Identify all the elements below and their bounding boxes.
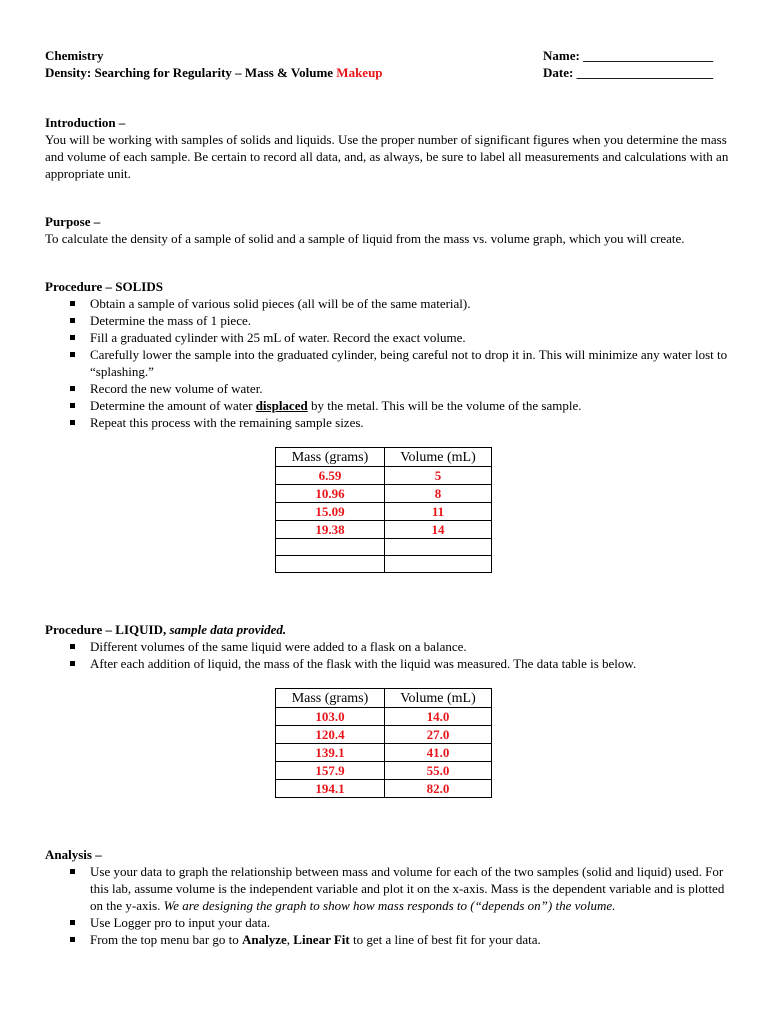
purpose-title: Purpose – bbox=[45, 214, 101, 229]
volume-cell: 8 bbox=[385, 485, 492, 503]
volume-cell bbox=[385, 556, 492, 573]
table-row bbox=[276, 539, 492, 556]
mass-cell: 10.96 bbox=[276, 485, 385, 503]
list-item: Record the new volume of water. bbox=[90, 380, 730, 397]
table-row bbox=[276, 708, 492, 726]
table-header-row bbox=[276, 448, 492, 467]
list-item: Carefully lower the sample into the graduated cylinder, being careful not to drop it in. This will minimize any water lost to “splashing.” bbox=[90, 346, 730, 380]
document-title bbox=[45, 64, 383, 81]
solids-title: Procedure – SOLIDS bbox=[45, 279, 163, 294]
liquid-section bbox=[45, 621, 730, 798]
liquid-data-table bbox=[275, 688, 492, 798]
liquid-title-italic: sample data provided. bbox=[169, 622, 287, 637]
title-makeup: Makeup bbox=[336, 65, 383, 80]
table-row bbox=[276, 556, 492, 573]
analysis-steps bbox=[45, 863, 730, 948]
mass-cell: 157.9 bbox=[276, 762, 385, 780]
displaced-emphasis: displaced bbox=[255, 398, 308, 413]
course-name: Chemistry bbox=[45, 48, 104, 63]
liquid-title bbox=[45, 621, 730, 638]
table-row bbox=[276, 503, 492, 521]
analysis-section bbox=[45, 846, 730, 948]
mass-cell: 139.1 bbox=[276, 744, 385, 762]
step-text: , bbox=[286, 932, 294, 947]
volume-cell bbox=[385, 539, 492, 556]
solids-section bbox=[45, 278, 730, 573]
step-text: From the top menu bar go to bbox=[90, 932, 243, 947]
header-right bbox=[543, 47, 713, 81]
table-row bbox=[276, 521, 492, 539]
table-row bbox=[276, 485, 492, 503]
mass-cell: 120.4 bbox=[276, 726, 385, 744]
volume-header: Volume (mL) bbox=[385, 448, 492, 467]
introduction-text: You will be working with samples of solids and liquids. Use the proper number of significant figures when you determine the mass and volume of each sample. Be certain to record all data, and, as always, be sure to label all measurements and calculations with an appropriate unit. bbox=[45, 132, 729, 181]
volume-cell: 11 bbox=[385, 503, 492, 521]
analysis-title: Analysis – bbox=[45, 847, 102, 862]
mass-cell bbox=[276, 539, 385, 556]
volume-cell: 41.0 bbox=[385, 744, 492, 762]
name-field: Name: ____________________ bbox=[543, 48, 714, 63]
step-text: by the metal. This will be the volume of the sample. bbox=[307, 398, 582, 413]
mass-cell bbox=[276, 556, 385, 573]
volume-cell: 55.0 bbox=[385, 762, 492, 780]
volume-cell: 27.0 bbox=[385, 726, 492, 744]
list-item: Determine the mass of 1 piece. bbox=[90, 312, 730, 329]
solids-data-table bbox=[275, 447, 492, 573]
step-text: Determine the amount of water bbox=[90, 398, 256, 413]
list-item: Obtain a sample of various solid pieces (all will be of the same material). bbox=[90, 295, 730, 312]
volume-cell: 5 bbox=[385, 467, 492, 485]
mass-cell: 194.1 bbox=[276, 780, 385, 798]
title-main: Density: Searching for Regularity – Mass & Volume bbox=[45, 65, 337, 80]
volume-cell: 82.0 bbox=[385, 780, 492, 798]
step-italic: We are designing the graph to show how mass responds to (“depends on”) the volume. bbox=[163, 898, 616, 913]
purpose-section bbox=[45, 213, 730, 247]
list-item: After each addition of liquid, the mass of the flask with the liquid was measured. The data table is below. bbox=[90, 655, 730, 672]
date-field: Date: _____________________ bbox=[543, 65, 714, 80]
table-header-row bbox=[276, 689, 492, 708]
header bbox=[45, 47, 730, 81]
table-row bbox=[276, 744, 492, 762]
table-row bbox=[276, 762, 492, 780]
mass-cell: 19.38 bbox=[276, 521, 385, 539]
list-item bbox=[90, 931, 730, 948]
list-item bbox=[90, 863, 730, 914]
list-item bbox=[90, 397, 730, 414]
solids-steps bbox=[45, 295, 730, 431]
volume-header: Volume (mL) bbox=[385, 689, 492, 708]
mass-cell: 15.09 bbox=[276, 503, 385, 521]
list-item: Repeat this process with the remaining sample sizes. bbox=[90, 414, 730, 431]
table-row bbox=[276, 780, 492, 798]
step-text: to get a line of best fit for your data. bbox=[349, 932, 541, 947]
mass-header: Mass (grams) bbox=[276, 689, 385, 708]
liquid-title-main: Procedure – LIQUID, bbox=[45, 622, 170, 637]
analyze-emphasis: Analyze bbox=[242, 932, 287, 947]
mass-header: Mass (grams) bbox=[276, 448, 385, 467]
header-left bbox=[45, 47, 383, 81]
list-item: Use Logger pro to input your data. bbox=[90, 914, 730, 931]
mass-cell: 103.0 bbox=[276, 708, 385, 726]
table-row bbox=[276, 726, 492, 744]
document-page bbox=[45, 47, 730, 948]
liquid-steps bbox=[45, 638, 730, 672]
purpose-text: To calculate the density of a sample of solid and a sample of liquid from the mass vs. volume graph, which you will create. bbox=[45, 231, 685, 246]
step-text: Use your data to graph the relationship between mass and volume for each of the two samples (solid and liquid) used. For this lab, assume volume is the independent variable and plot it on the x-axis. Mass is the dependent variable and is plotted on the y-axis. bbox=[90, 864, 725, 913]
volume-cell: 14.0 bbox=[385, 708, 492, 726]
list-item: Different volumes of the same liquid were added to a flask on a balance. bbox=[90, 638, 730, 655]
introduction-section bbox=[45, 114, 730, 182]
mass-cell: 6.59 bbox=[276, 467, 385, 485]
introduction-title: Introduction – bbox=[45, 115, 126, 130]
linear-fit-emphasis: Linear Fit bbox=[293, 932, 350, 947]
volume-cell: 14 bbox=[385, 521, 492, 539]
list-item: Fill a graduated cylinder with 25 mL of water. Record the exact volume. bbox=[90, 329, 730, 346]
table-row bbox=[276, 467, 492, 485]
